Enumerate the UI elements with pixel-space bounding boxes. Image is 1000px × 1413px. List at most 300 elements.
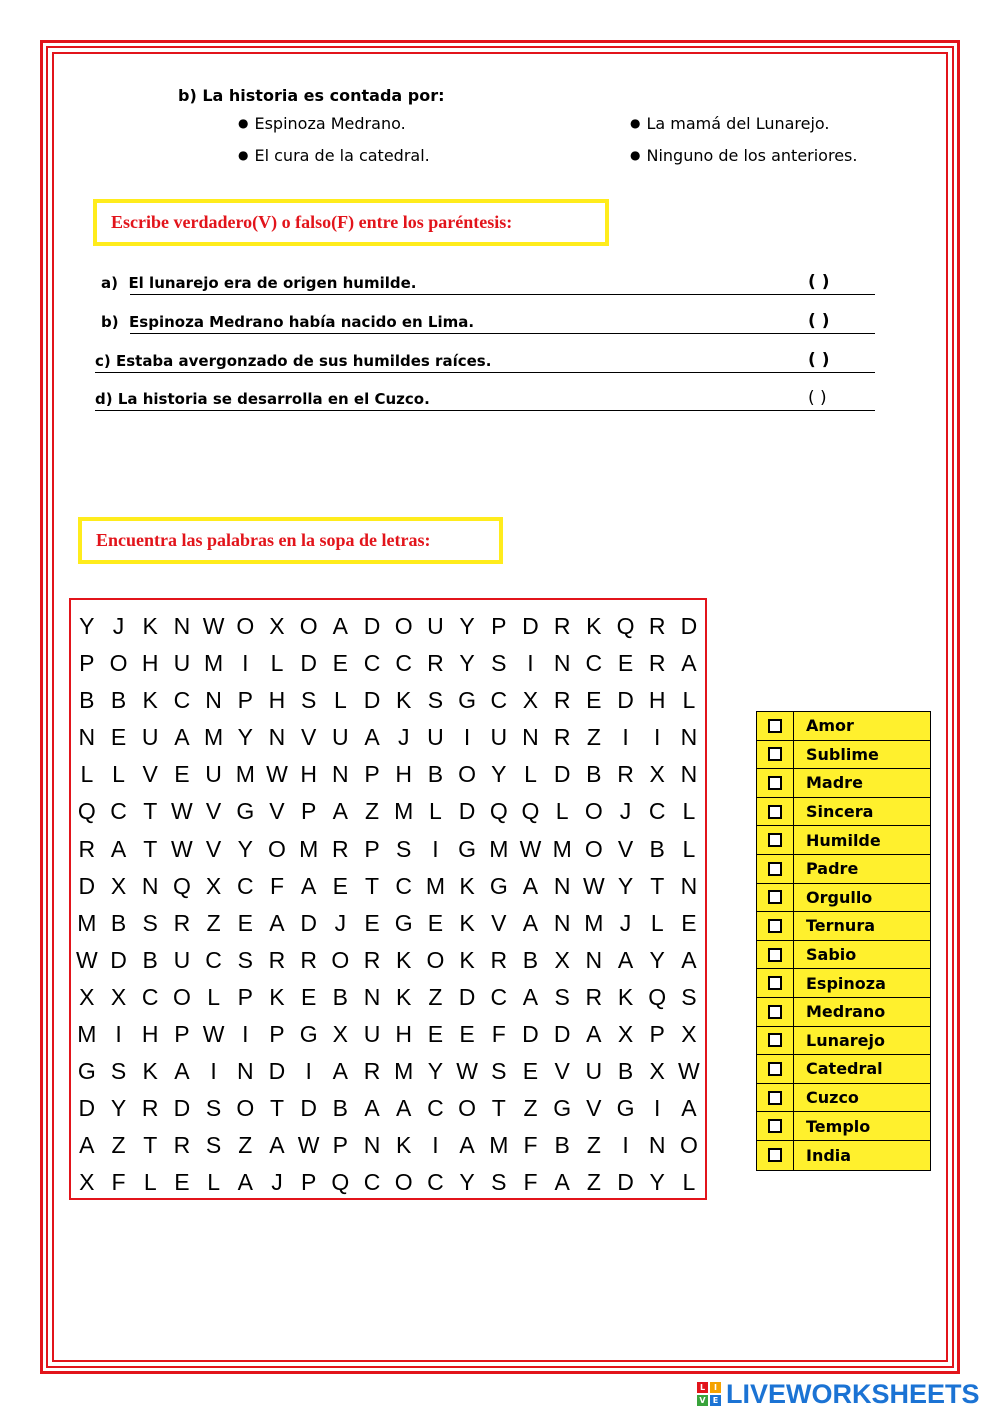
grid-letter[interactable]: D: [680, 613, 698, 639]
grid-letter[interactable]: I: [432, 1132, 439, 1159]
grid-letter[interactable]: R: [173, 909, 191, 936]
grid-letter[interactable]: T: [365, 872, 380, 899]
grid-letter[interactable]: X: [79, 1169, 95, 1196]
grid-letter[interactable]: M: [394, 1058, 414, 1085]
grid-letter[interactable]: Y: [237, 724, 253, 751]
grid-letter[interactable]: L: [682, 835, 696, 862]
grid-letter[interactable]: W: [171, 798, 193, 825]
grid-letter[interactable]: Q: [648, 983, 667, 1010]
grid-letter[interactable]: N: [680, 761, 698, 788]
grid-letter[interactable]: P: [237, 983, 253, 1010]
grid-letter[interactable]: L: [429, 798, 442, 825]
grid-letter[interactable]: X: [554, 946, 570, 973]
grid-letter[interactable]: C: [236, 872, 254, 899]
grid-letter[interactable]: R: [617, 761, 634, 788]
grid-letter[interactable]: O: [299, 613, 318, 639]
grid-letter[interactable]: I: [622, 724, 629, 751]
grid-letter[interactable]: T: [491, 1095, 506, 1122]
grid-letter[interactable]: N: [648, 1132, 666, 1159]
grid-letter[interactable]: F: [491, 1021, 506, 1048]
grid-letter[interactable]: T: [143, 835, 158, 862]
grid-letter[interactable]: X: [649, 1058, 665, 1085]
grid-letter[interactable]: Q: [489, 798, 508, 825]
grid-letter[interactable]: K: [396, 1132, 412, 1159]
grid-letter[interactable]: X: [110, 983, 127, 1010]
grid-letter[interactable]: Y: [491, 761, 507, 788]
answer-parentheses[interactable]: ( ): [808, 350, 830, 370]
grid-letter[interactable]: V: [300, 724, 317, 751]
grid-letter[interactable]: X: [269, 613, 285, 639]
grid-letter[interactable]: P: [174, 1021, 190, 1048]
grid-letter[interactable]: J: [397, 724, 410, 751]
grid-letter[interactable]: Y: [110, 1095, 127, 1122]
grid-letter[interactable]: C: [490, 687, 508, 714]
grid-letter[interactable]: S: [205, 1095, 222, 1122]
grid-letter[interactable]: Q: [521, 798, 540, 825]
answer-parentheses[interactable]: ( ): [808, 272, 830, 292]
grid-letter[interactable]: W: [266, 761, 288, 788]
grid-letter[interactable]: X: [332, 1021, 349, 1048]
grid-letter[interactable]: O: [236, 1095, 255, 1122]
grid-letter[interactable]: F: [523, 1132, 538, 1159]
grid-letter[interactable]: N: [363, 983, 381, 1010]
grid-letter[interactable]: O: [426, 946, 445, 973]
grid-letter[interactable]: G: [299, 1021, 318, 1048]
grid-letter[interactable]: R: [300, 946, 317, 973]
grid-letter[interactable]: V: [586, 1095, 602, 1122]
grid-letter[interactable]: I: [242, 1021, 249, 1048]
grid-letter[interactable]: I: [210, 1058, 217, 1085]
grid-letter[interactable]: A: [300, 872, 317, 899]
grid-letter[interactable]: O: [458, 761, 477, 788]
grid-letter[interactable]: M: [299, 835, 319, 862]
grid-letter[interactable]: U: [205, 761, 222, 788]
grid-letter[interactable]: A: [79, 1132, 95, 1159]
option-item[interactable]: ● Ninguno de los anteriores.: [630, 146, 858, 165]
grid-letter[interactable]: X: [110, 872, 127, 899]
grid-letter[interactable]: B: [617, 1058, 634, 1085]
grid-letter[interactable]: H: [141, 650, 159, 677]
grid-letter[interactable]: N: [522, 724, 539, 751]
checkbox-icon[interactable]: [768, 1005, 782, 1019]
grid-letter[interactable]: A: [332, 1058, 349, 1085]
grid-letter[interactable]: S: [300, 687, 317, 714]
grid-letter[interactable]: U: [490, 724, 508, 751]
grid-letter[interactable]: W: [456, 1058, 478, 1085]
grid-letter[interactable]: Q: [172, 872, 191, 899]
checkbox-icon[interactable]: [768, 747, 782, 761]
grid-letter[interactable]: Z: [586, 724, 601, 751]
grid-letter[interactable]: O: [268, 835, 286, 862]
grid-letter[interactable]: B: [427, 761, 444, 788]
grid-letter[interactable]: V: [617, 835, 634, 862]
answer-parentheses[interactable]: ( ): [808, 311, 830, 331]
grid-letter[interactable]: L: [270, 650, 284, 677]
grid-letter[interactable]: Z: [238, 1132, 253, 1159]
grid-letter[interactable]: D: [173, 1095, 191, 1122]
checkbox-icon[interactable]: [768, 1091, 782, 1105]
grid-letter[interactable]: A: [617, 946, 634, 973]
grid-letter[interactable]: J: [271, 1169, 283, 1196]
grid-letter[interactable]: M: [489, 1132, 509, 1159]
grid-letter[interactable]: G: [458, 835, 477, 862]
grid-letter[interactable]: J: [619, 798, 632, 825]
grid-letter[interactable]: U: [141, 724, 159, 751]
grid-letter[interactable]: K: [617, 983, 634, 1010]
grid-letter[interactable]: W: [202, 1021, 225, 1048]
checkbox-icon[interactable]: [768, 948, 782, 962]
grid-letter[interactable]: X: [617, 1021, 634, 1048]
grid-letter[interactable]: Y: [649, 946, 665, 973]
grid-letter[interactable]: R: [78, 835, 96, 862]
grid-letter[interactable]: E: [427, 909, 444, 936]
grid-letter[interactable]: W: [582, 872, 605, 899]
grid-letter[interactable]: Z: [206, 909, 221, 936]
grid-letter[interactable]: A: [396, 1095, 412, 1122]
grid-letter[interactable]: K: [586, 613, 602, 639]
grid-letter[interactable]: W: [171, 835, 193, 862]
grid-letter[interactable]: A: [522, 872, 539, 899]
grid-letter[interactable]: B: [554, 1132, 570, 1159]
grid-letter[interactable]: T: [143, 798, 158, 825]
grid-letter[interactable]: L: [682, 1169, 696, 1196]
grid-letter[interactable]: H: [300, 761, 317, 788]
grid-letter[interactable]: N: [363, 1132, 381, 1159]
grid-letter[interactable]: L: [682, 798, 696, 825]
grid-letter[interactable]: E: [364, 909, 380, 936]
grid-letter[interactable]: R: [141, 1095, 159, 1122]
checkbox-icon[interactable]: [768, 976, 782, 990]
word-search-grid[interactable]: [69, 598, 707, 1200]
checkbox-icon[interactable]: [768, 805, 782, 819]
grid-letter[interactable]: P: [332, 1132, 349, 1159]
grid-letter[interactable]: T: [269, 1095, 284, 1122]
grid-letter[interactable]: C: [363, 650, 381, 677]
grid-letter[interactable]: M: [584, 909, 604, 936]
checkbox-icon[interactable]: [768, 1033, 782, 1047]
grid-letter[interactable]: H: [648, 687, 666, 714]
grid-letter[interactable]: U: [427, 613, 444, 639]
grid-letter[interactable]: D: [553, 1021, 571, 1048]
grid-letter[interactable]: X: [79, 983, 95, 1010]
grid-letter[interactable]: L: [555, 798, 569, 825]
grid-letter[interactable]: C: [395, 872, 413, 899]
grid-letter[interactable]: R: [585, 983, 603, 1010]
grid-letter[interactable]: O: [331, 946, 350, 973]
grid-letter[interactable]: K: [459, 872, 475, 899]
grid-letter[interactable]: D: [458, 983, 476, 1010]
grid-letter[interactable]: O: [584, 835, 603, 862]
grid-letter[interactable]: I: [527, 650, 534, 677]
grid-letter[interactable]: S: [554, 983, 570, 1010]
grid-letter[interactable]: E: [681, 909, 697, 936]
grid-letter[interactable]: N: [553, 909, 571, 936]
grid-letter[interactable]: S: [681, 983, 697, 1010]
grid-letter[interactable]: D: [363, 613, 381, 639]
option-item[interactable]: ● Espinoza Medrano.: [238, 114, 406, 133]
grid-letter[interactable]: K: [459, 946, 475, 973]
grid-letter[interactable]: L: [682, 687, 696, 714]
grid-letter[interactable]: Y: [459, 1169, 475, 1196]
grid-letter[interactable]: K: [142, 1058, 158, 1085]
grid-letter[interactable]: F: [523, 1169, 538, 1196]
grid-letter[interactable]: E: [617, 650, 634, 677]
grid-letter[interactable]: Z: [586, 1169, 601, 1196]
grid-letter[interactable]: B: [332, 983, 349, 1010]
grid-letter[interactable]: C: [648, 798, 666, 825]
grid-letter[interactable]: O: [458, 1095, 477, 1122]
grid-letter[interactable]: N: [173, 613, 191, 639]
grid-letter[interactable]: G: [458, 687, 477, 714]
grid-letter[interactable]: A: [681, 946, 697, 973]
grid-letter[interactable]: Y: [79, 613, 95, 639]
grid-letter[interactable]: D: [363, 687, 381, 714]
grid-letter[interactable]: W: [519, 835, 542, 862]
grid-letter[interactable]: W: [202, 613, 225, 639]
grid-letter[interactable]: H: [395, 1021, 413, 1048]
grid-letter[interactable]: J: [334, 909, 347, 936]
grid-letter[interactable]: A: [269, 909, 285, 936]
grid-letter[interactable]: E: [332, 872, 349, 899]
grid-letter[interactable]: S: [142, 909, 158, 936]
grid-letter[interactable]: Y: [459, 613, 475, 639]
grid-letter[interactable]: X: [522, 687, 539, 714]
grid-letter[interactable]: Y: [237, 835, 253, 862]
grid-letter[interactable]: E: [586, 687, 602, 714]
grid-letter[interactable]: O: [109, 650, 128, 677]
grid-letter[interactable]: A: [237, 1169, 253, 1196]
grid-letter[interactable]: G: [394, 909, 413, 936]
grid-letter[interactable]: G: [77, 1058, 96, 1085]
grid-letter[interactable]: L: [80, 761, 94, 788]
grid-letter[interactable]: N: [332, 761, 349, 788]
grid-letter[interactable]: B: [522, 946, 539, 973]
grid-letter[interactable]: M: [77, 909, 97, 936]
grid-letter[interactable]: R: [268, 946, 286, 973]
grid-letter[interactable]: C: [490, 983, 508, 1010]
grid-letter[interactable]: L: [207, 983, 220, 1010]
grid-letter[interactable]: U: [427, 724, 444, 751]
grid-letter[interactable]: V: [491, 909, 507, 936]
grid-letter[interactable]: V: [205, 798, 222, 825]
grid-letter[interactable]: W: [75, 946, 98, 973]
grid-letter[interactable]: E: [174, 761, 190, 788]
grid-letter[interactable]: A: [364, 1095, 380, 1122]
grid-letter[interactable]: V: [205, 835, 222, 862]
grid-letter[interactable]: C: [427, 1169, 444, 1196]
grid-letter[interactable]: D: [110, 946, 127, 973]
grid-letter[interactable]: I: [432, 835, 439, 862]
grid-letter[interactable]: G: [236, 798, 255, 825]
grid-letter[interactable]: U: [332, 724, 349, 751]
checkbox-icon[interactable]: [768, 833, 782, 847]
grid-letter[interactable]: A: [522, 983, 539, 1010]
grid-letter[interactable]: P: [364, 761, 380, 788]
grid-letter[interactable]: S: [491, 650, 507, 677]
grid-letter[interactable]: T: [143, 1132, 158, 1159]
grid-letter[interactable]: N: [205, 687, 222, 714]
grid-letter[interactable]: T: [650, 872, 665, 899]
grid-letter[interactable]: R: [490, 946, 508, 973]
grid-letter[interactable]: L: [333, 687, 347, 714]
grid-letter[interactable]: C: [141, 983, 159, 1010]
grid-letter[interactable]: A: [269, 1132, 285, 1159]
grid-letter[interactable]: L: [112, 761, 125, 788]
grid-letter[interactable]: R: [173, 1132, 191, 1159]
grid-letter[interactable]: B: [649, 835, 665, 862]
grid-letter[interactable]: C: [427, 1095, 444, 1122]
grid-letter[interactable]: Z: [428, 983, 443, 1010]
grid-letter[interactable]: C: [363, 1169, 381, 1196]
grid-letter[interactable]: S: [396, 835, 412, 862]
grid-letter[interactable]: O: [584, 798, 603, 825]
grid-letter[interactable]: A: [459, 1132, 475, 1159]
grid-letter[interactable]: A: [174, 1058, 190, 1085]
grid-letter[interactable]: D: [617, 1169, 634, 1196]
grid-letter[interactable]: S: [237, 946, 253, 973]
grid-letter[interactable]: P: [300, 1169, 317, 1196]
grid-letter[interactable]: V: [269, 798, 285, 825]
grid-letter[interactable]: D: [300, 650, 317, 677]
grid-letter[interactable]: M: [394, 798, 414, 825]
grid-letter[interactable]: L: [143, 1169, 157, 1196]
grid-letter[interactable]: C: [585, 650, 603, 677]
grid-letter[interactable]: Q: [331, 1169, 350, 1196]
grid-letter[interactable]: B: [79, 687, 95, 714]
grid-letter[interactable]: S: [110, 1058, 127, 1085]
grid-letter[interactable]: W: [297, 1132, 320, 1159]
grid-letter[interactable]: B: [586, 761, 602, 788]
grid-letter[interactable]: X: [681, 1021, 697, 1048]
grid-letter[interactable]: L: [650, 909, 664, 936]
grid-letter[interactable]: C: [205, 946, 222, 973]
grid-letter[interactable]: A: [681, 650, 697, 677]
grid-letter[interactable]: D: [617, 687, 634, 714]
grid-letter[interactable]: O: [172, 983, 191, 1010]
grid-letter[interactable]: C: [173, 687, 191, 714]
grid-letter[interactable]: G: [616, 1095, 635, 1122]
grid-letter[interactable]: K: [396, 946, 412, 973]
grid-letter[interactable]: F: [269, 872, 284, 899]
grid-letter[interactable]: M: [204, 724, 224, 751]
grid-letter[interactable]: I: [242, 650, 249, 677]
grid-letter[interactable]: A: [554, 1169, 570, 1196]
grid-letter[interactable]: P: [300, 798, 317, 825]
grid-letter[interactable]: U: [585, 1058, 603, 1085]
grid-letter[interactable]: V: [554, 1058, 570, 1085]
grid-letter[interactable]: S: [205, 1132, 222, 1159]
grid-letter[interactable]: Z: [365, 798, 380, 825]
grid-letter[interactable]: E: [110, 724, 127, 751]
grid-letter[interactable]: D: [522, 613, 539, 639]
grid-letter[interactable]: E: [427, 1021, 444, 1048]
grid-letter[interactable]: B: [142, 946, 158, 973]
grid-letter[interactable]: D: [78, 872, 96, 899]
grid-letter[interactable]: E: [332, 650, 349, 677]
grid-letter[interactable]: A: [364, 724, 380, 751]
grid-letter[interactable]: P: [269, 1021, 285, 1048]
grid-letter[interactable]: D: [553, 761, 571, 788]
grid-letter[interactable]: A: [174, 724, 190, 751]
grid-letter[interactable]: P: [649, 1021, 665, 1048]
grid-letter[interactable]: B: [110, 909, 127, 936]
grid-letter[interactable]: G: [553, 1095, 572, 1122]
grid-letter[interactable]: N: [680, 724, 698, 751]
grid-letter[interactable]: M: [77, 1021, 97, 1048]
grid-letter[interactable]: L: [207, 1169, 220, 1196]
grid-letter[interactable]: Z: [111, 1132, 126, 1159]
grid-letter[interactable]: M: [425, 872, 445, 899]
grid-letter[interactable]: J: [619, 909, 632, 936]
grid-letter[interactable]: X: [205, 872, 222, 899]
checkbox-icon[interactable]: [768, 776, 782, 790]
grid-letter[interactable]: N: [236, 1058, 254, 1085]
grid-letter[interactable]: R: [427, 650, 444, 677]
grid-letter[interactable]: M: [204, 650, 224, 677]
grid-letter[interactable]: E: [237, 909, 253, 936]
grid-letter[interactable]: K: [396, 687, 412, 714]
grid-letter[interactable]: M: [552, 835, 572, 862]
grid-letter[interactable]: K: [142, 687, 158, 714]
grid-letter[interactable]: H: [141, 1021, 159, 1048]
grid-letter[interactable]: L: [524, 761, 537, 788]
grid-letter[interactable]: N: [585, 946, 603, 973]
grid-letter[interactable]: P: [237, 687, 253, 714]
grid-letter[interactable]: M: [489, 835, 509, 862]
grid-letter[interactable]: Z: [523, 1095, 538, 1122]
option-item[interactable]: ● El cura de la catedral.: [238, 146, 430, 165]
grid-letter[interactable]: S: [491, 1058, 507, 1085]
grid-letter[interactable]: I: [654, 724, 661, 751]
grid-letter[interactable]: I: [305, 1058, 312, 1085]
grid-letter[interactable]: U: [173, 650, 191, 677]
grid-letter[interactable]: Y: [459, 650, 475, 677]
grid-letter[interactable]: Q: [77, 798, 96, 825]
grid-letter[interactable]: A: [586, 1021, 602, 1048]
option-item[interactable]: ● La mamá del Lunarejo.: [630, 114, 830, 133]
grid-letter[interactable]: Y: [649, 1169, 665, 1196]
grid-letter[interactable]: R: [363, 1058, 381, 1085]
grid-letter[interactable]: A: [681, 1095, 697, 1122]
grid-letter[interactable]: S: [427, 687, 444, 714]
grid-letter[interactable]: K: [396, 983, 412, 1010]
grid-letter[interactable]: P: [79, 650, 95, 677]
checkbox-icon[interactable]: [768, 890, 782, 904]
grid-letter[interactable]: I: [115, 1021, 122, 1048]
grid-letter[interactable]: N: [553, 872, 571, 899]
grid-letter[interactable]: I: [463, 724, 471, 751]
grid-letter[interactable]: N: [78, 724, 96, 751]
grid-letter[interactable]: D: [300, 1095, 317, 1122]
grid-letter[interactable]: B: [332, 1095, 349, 1122]
grid-letter[interactable]: O: [236, 613, 255, 639]
grid-letter[interactable]: O: [679, 1132, 698, 1159]
answer-parentheses[interactable]: ( ): [808, 388, 827, 408]
grid-letter[interactable]: U: [173, 946, 191, 973]
grid-letter[interactable]: P: [491, 613, 507, 639]
grid-letter[interactable]: N: [553, 650, 571, 677]
checkbox-icon[interactable]: [768, 1148, 782, 1162]
grid-letter[interactable]: C: [110, 798, 127, 825]
grid-letter[interactable]: R: [648, 650, 666, 677]
grid-letter[interactable]: N: [268, 724, 286, 751]
grid-letter[interactable]: F: [111, 1169, 126, 1196]
grid-letter[interactable]: D: [78, 1095, 96, 1122]
grid-letter[interactable]: D: [300, 909, 317, 936]
grid-letter[interactable]: R: [553, 687, 571, 714]
grid-letter[interactable]: R: [553, 724, 571, 751]
checkbox-icon[interactable]: [768, 719, 782, 733]
